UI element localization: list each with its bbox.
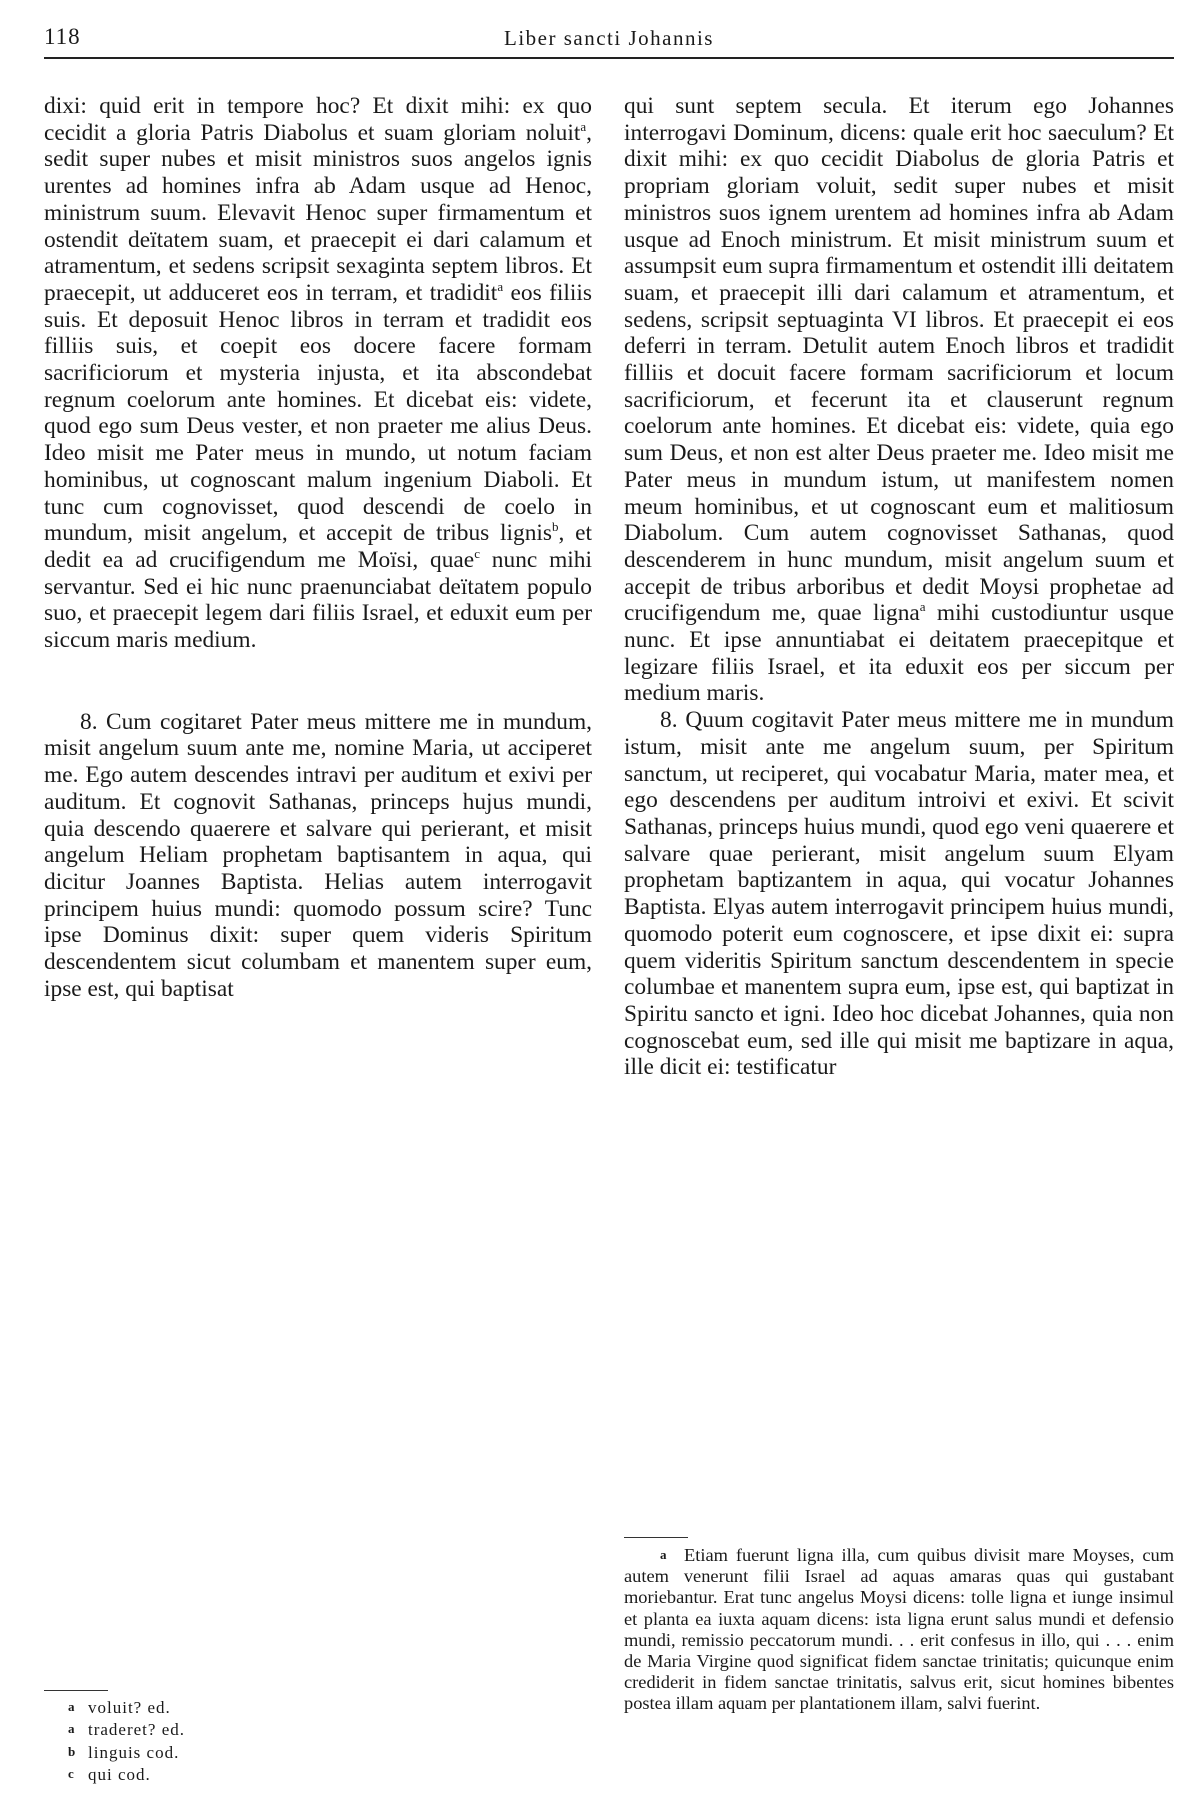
text-run: mihi custodiuntur usque nunc. Et ipse annuntiabat ei deitatem praecepitque et legizare filiis Israel, et ita eduxit eos per siccum per medium maris.: [624, 600, 1174, 707]
footnote-text: Etiam fuerunt ligna illa, cum quibus divisit mare Moyses, cum autem venerunt filii Israel ad aquas amaras quas qui gustabant moriebantur. Erat tunc angelus Moysi dicens: tolle ligna et iunge insimul et planta ea iuxta aquam dicens: ista ligna erunt salus mundi et defensio mundi, remissio peccatorum mundi. . . erit confesus in illo, qui . . . enim de Maria Virgine quod significat fidem sanctae trinitatis; quicunque enim crediderit in fidem sanctae trinitatis, salvus erit, sicut homines bibentes postea illam aquam per plantationem illam, salvi fuerint.: [624, 1545, 1174, 1714]
footnote-mark: b: [68, 1743, 77, 1759]
right-paragraph-section-8: 8. Quum cogitavit Pater meus mittere me in mundum istum, misit ante me angelum suum, per Spiritum sanctum, ut reciperet, qui vocabatur Maria, mater mea, et ego descendens per auditum introivi et exivi. Et scivit Sathanas, princeps huius mundi, quod ego veni quaerere et salvare quae perierant, misit angelum suum Elyam prophetam baptizantem in aqua, qui vocatur Johannes Baptista. Elyas autem interrogavit principem huius mundi, quomodo poterit eum cognoscere, et ipse dixit ei: supra quem videritis Spiritum sanctum descendentem in specie columbae et manentem supra eum, ipse est, qui baptizat in Spiritu sancto et igni. Ideo hoc dicebat Johannes, quia non cognoscebat eum, sed ille qui misit me baptizare in aqua, ille dicit ei: testificatur: [624, 707, 1174, 1081]
text-run: , et dedit ea ad crucifigendum me Moïsi, quae: [44, 520, 592, 573]
footnote-ref: b: [552, 519, 559, 535]
footnote-right: [624, 1544, 1174, 1715]
footnote-text: traderet? ed.: [88, 1720, 185, 1740]
text-run: qui sunt septem secula. Et iterum ego Johannes interrogavi Dominum, dicens: quale erit hoc saeculum? Et dixit mihi: ex quo cecidit Diabolus de gloria Patris et propriam gloriam voluit, sedit super nubes et misit ministros suos ignem urentem ad homines infra ab Adam usque ad Enoch ministrum. Et misit ministrum suum et assumpsit eum supra firmamentum et ostendit illi deitatem suam, et praecepit illi dari calamum et atramentum, et sedens, scripsit septuaginta VI libros. Et praecepit ei eos deferri in terram. Detulit autem Enoch libros et tradidit filliis et docuit facere formam sacrificiorum et locum sacrificiorum, et fecerunt ita et clauserunt regnum coelorum ante homines. Et dicebat eis: videte, quia ego sum Deus, et non est alter Deus praeter me. Ideo misit me Pater meus in mundum istum, ut manifestem nomen meum hominibus, et ut cognoscant eum et malitiosum Diabolum. Cum autem cognovisset Sathanas, quod descenderem in hunc mundum, misit angelum suum et accepit de tribus arboribus et dedit Moysi prophetae ad crucifigendum me, quae ligna: [624, 93, 1174, 627]
footnote-mark: a: [68, 1721, 76, 1737]
left-paragraph-section-8: 8. Cum cogitaret Pater meus mittere me in mundum, misit angelum suum ante me, nomine Maria, ut acciperet me. Ego autem descendes intravi per auditum et exivi per auditum. Et cognovit Sathanas, princeps hujus mundi, quia descendo quaerere et salvare qui perierant, et misit angelum Heliam prophetam baptisantem in aqua, qui dicitur Joannes Baptista. Helias autem interrogavit principem huius mundi: quomodo possum scire? Tunc ipse Dominus dixit: super quem videris Spiritum descendentem sicut columbam et manentem super eum, ipse est, qui baptisat: [44, 708, 592, 1002]
footnote-rule-right: [624, 1537, 688, 1538]
page-number: 118: [44, 24, 81, 49]
running-title: Liber sancti Johannis: [504, 26, 714, 50]
right-column: [624, 93, 1174, 1081]
footnote-item: [68, 1718, 185, 1740]
footnote-item: [68, 1763, 185, 1785]
right-paragraph-1: [624, 93, 1174, 707]
footnote-text: qui cod.: [88, 1765, 151, 1785]
footnote-mark: a: [660, 1547, 667, 1562]
footnote-item: [68, 1696, 185, 1718]
footnote-text: voluit? ed.: [88, 1698, 171, 1717]
text-run: eos filiis suis. Et deposuit Henoc libros in terram et tradidit eos filliis suis, et coepit eos docere facere formam sacrificiorum et mysteria injusta, et ita abscondebat regnum coelorum ante homines. Et dicebat eis: videte, quod ego sum Deus vester, et non praeter me alius Deus. Ideo misit me Pater meus in mundo, ut notum faciam hominibus, ut cognoscant malum ingenium Diaboli. Et tunc cum cognovisset, quod descendi de coelo in mundum, misit angelum, et accepit de tribus lignis: [44, 279, 593, 547]
text-run: dixi: quid erit in tempore hoc? Et dixit mihi: ex quo cecidit a gloria Patris Diabolus et suam gloriam noluit: [44, 93, 592, 146]
left-paragraph-1: [44, 93, 592, 654]
running-head: [44, 24, 1174, 56]
footnote-rule-left: [44, 1690, 108, 1691]
footnote-mark: a: [68, 1699, 76, 1714]
footnote-item: [68, 1741, 185, 1763]
footnote-text: linguis cod.: [88, 1742, 180, 1762]
footnote-ref: a: [497, 279, 504, 295]
left-column: [44, 93, 592, 1003]
footnote-ref: a: [580, 118, 587, 134]
footnote-ref: c: [474, 546, 480, 562]
text-run: , sedit super nubes et misit ministros suos angelos ignis urentes ad homines infra ab Adam usque ad Henoc, ministrum suum. Elevavit Henoc super firmamentum et ostendit deïtatem suam, et praecepit ei dari calamum et atramentum, et sedens scripsit sexaginta septem libros. Et praecepit, ut adduceret eos in terram, et tradidit: [44, 119, 592, 306]
footnotes-left: [68, 1696, 185, 1786]
footnote-mark: c: [68, 1766, 75, 1782]
text-run: nunc mihi servantur. Sed ei hic nunc praenunciabat deïtatem populo suo, et praecepit legem dari filiis Israel, et eduxit eum per siccum maris medium.: [44, 546, 592, 654]
header-rule: [44, 57, 1174, 59]
footnote-ref: a: [919, 599, 926, 615]
